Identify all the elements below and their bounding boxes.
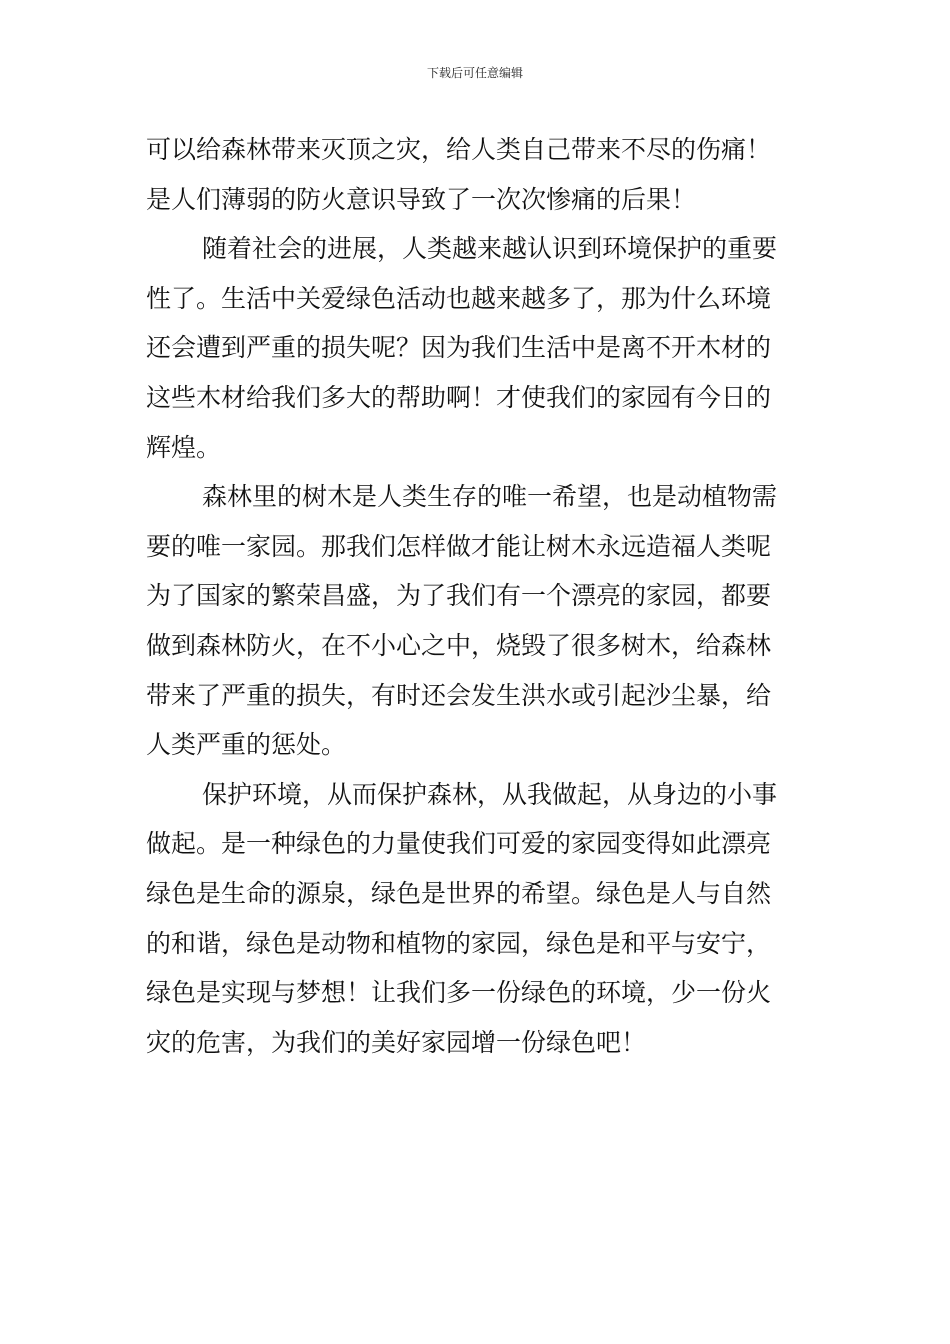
text-line: 可以给森林带来灭顶之灾，给人类自己带来不尽的伤痛！ [146, 135, 772, 164]
paragraph-first-line: 随着社会的进展，人类越来越认识到环境保护的重要 [202, 234, 778, 264]
text-line: 人类严重的惩处。 [146, 730, 347, 760]
text-line: 还会遭到严重的损失呢？因为我们生活中是离不开木材的 [146, 333, 772, 363]
text-line: 绿色是实现与梦想！让我们多一份绿色的环境，少一份火 [146, 978, 772, 1008]
text-line: 的和谐，绿色是动物和植物的家园，绿色是和平与安宁， [146, 928, 772, 958]
text-line: 是人们薄弱的防火意识导致了一次次惨痛的后果！ [146, 184, 697, 214]
document-body [146, 125, 816, 1067]
text-line: 性了。生活中关爱绿色活动也越来越多了，那为什么环境 [146, 283, 772, 313]
text-line: 灾的危害，为我们的美好家园增一份绿色吧！ [146, 1027, 647, 1057]
paragraph-first-line: 保护环境，从而保护森林，从我做起，从身边的小事 [202, 779, 778, 809]
text-line: 做到森林防火，在不小心之中，烧毁了很多树木，给森林 [146, 630, 772, 660]
text-line: 这些木材给我们多大的帮助啊！才使我们的家园有今日的 [146, 382, 772, 412]
text-line: 要的唯一家园。那我们怎样做才能让树木永远造福人类呢 [146, 531, 772, 561]
page-header: 下载后可任意编辑 [426, 66, 523, 80]
text-line: 辉煌。 [146, 432, 222, 462]
text-line: 绿色是生命的源泉，绿色是世界的希望。绿色是人与自然 [146, 878, 772, 908]
text-line: 带来了严重的损失，有时还会发生洪水或引起沙尘暴，给 [146, 680, 772, 710]
paragraph-first-line: 森林里的树木是人类生存的唯一希望，也是动植物需 [202, 482, 778, 512]
text-line: 做起。是一种绿色的力量使我们可爱的家园变得如此漂亮 [146, 829, 772, 859]
text-line: 为了国家的繁荣昌盛，为了我们有一个漂亮的家园，都要 [146, 581, 772, 611]
